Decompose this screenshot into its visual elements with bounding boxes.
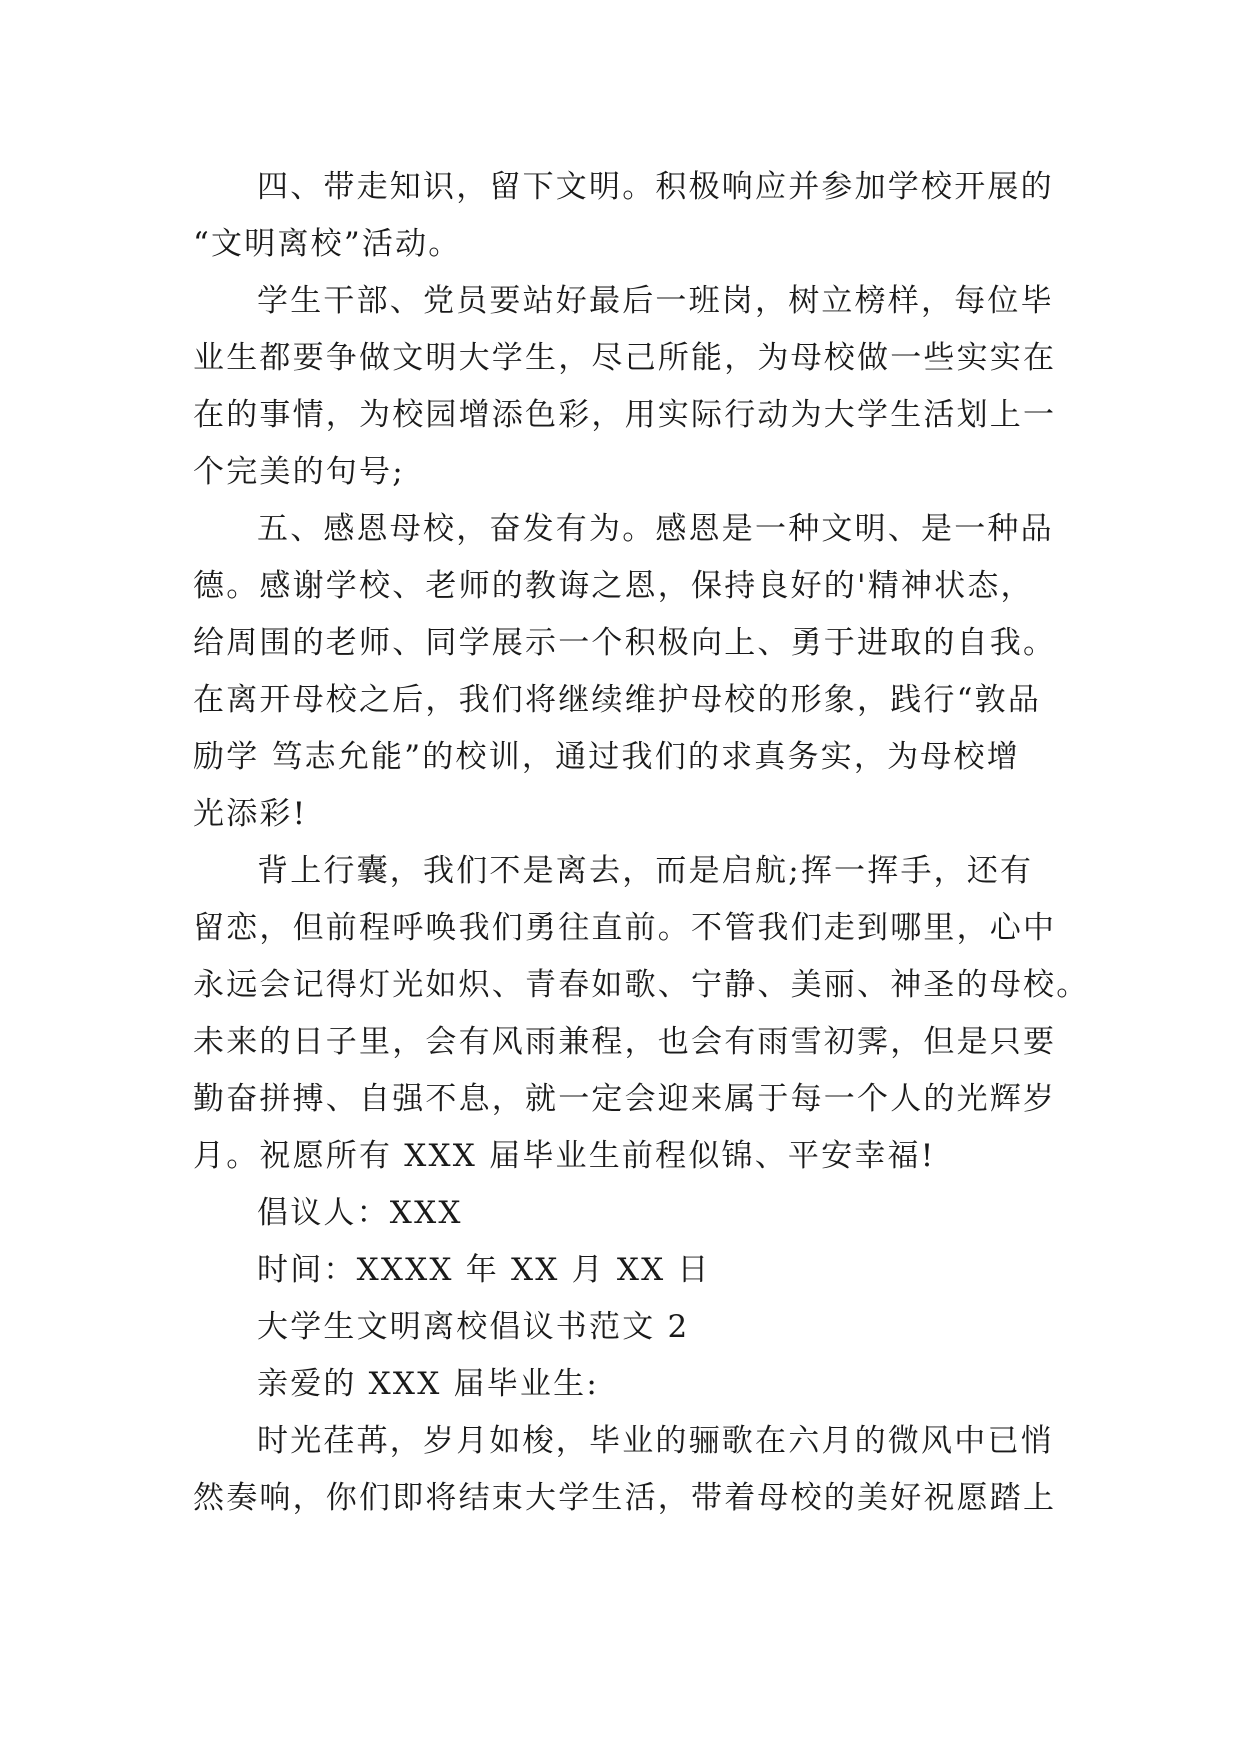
paragraph-5-line-5: 励学 笃志允能”的校训，通过我们的求真务实，为母校增 — [193, 739, 1020, 775]
paragraph-farewell-line-3: 永远会记得灯光如炽、青春如歌、宁静、美丽、神圣的母校。 — [193, 967, 1090, 1003]
paragraph-cadres-line-1: 学生干部、党员要站好最后一班岗，树立榜样，每位毕 — [257, 283, 1054, 319]
date-line: 时间：XXXX 年 XX 月 XX 日 — [257, 1252, 711, 1288]
salutation: 亲爱的 XXX 届毕业生: — [257, 1366, 599, 1402]
paragraph-5-line-4: 在离开母校之后，我们将继续维护母校的形象，践行“敦品 — [193, 682, 1042, 718]
signatory-line: 倡议人：XXX — [257, 1195, 463, 1231]
paragraph-farewell-line-5: 勤奋拼搏、自强不息，就一定会迎来属于每一个人的光辉岁 — [193, 1081, 1057, 1117]
paragraph-5-line-6: 光添彩! — [193, 796, 308, 832]
paragraph-cadres-line-3: 在的事情，为校园增添色彩，用实际行动为大学生活划上一 — [193, 397, 1057, 433]
paragraph-5-line-2: 德。感谢学校、老师的教诲之恩，保持良好的'精神状态， — [193, 568, 1034, 604]
paragraph-4-line-1: 四、带走知识，留下文明。积极响应并参加学校开展的 — [257, 169, 1054, 205]
paragraph-farewell-line-6: 月。祝愿所有 XXX 届毕业生前程似锦、平安幸福! — [193, 1138, 936, 1174]
paragraph-4-line-2: “文明离校”活动。 — [193, 226, 462, 262]
paragraph-opening-line-1: 时光荏苒，岁月如梭，毕业的骊歌在六月的微风中已悄 — [257, 1423, 1054, 1459]
paragraph-5-line-1: 五、感恩母校，奋发有为。感恩是一种文明、是一种品 — [257, 511, 1054, 547]
paragraph-cadres-line-4: 个完美的句号; — [193, 454, 405, 490]
section-title: 大学生文明离校倡议书范文 2 — [257, 1309, 690, 1345]
paragraph-opening-line-2: 然奏响，你们即将结束大学生活，带着母校的美好祝愿踏上 — [193, 1480, 1057, 1516]
paragraph-farewell-line-2: 留恋，但前程呼唤我们勇往直前。不管我们走到哪里，心中 — [193, 910, 1057, 946]
paragraph-5-line-3: 给周围的老师、同学展示一个积极向上、勇于进取的自我。 — [193, 625, 1057, 661]
paragraph-farewell-line-4: 未来的日子里，会有风雨兼程，也会有雨雪初霁，但是只要 — [193, 1024, 1057, 1060]
paragraph-farewell-line-1: 背上行囊，我们不是离去，而是启航;挥一挥手，还有 — [257, 853, 1034, 889]
paragraph-cadres-line-2: 业生都要争做文明大学生，尽己所能，为母校做一些实实在 — [193, 340, 1057, 376]
